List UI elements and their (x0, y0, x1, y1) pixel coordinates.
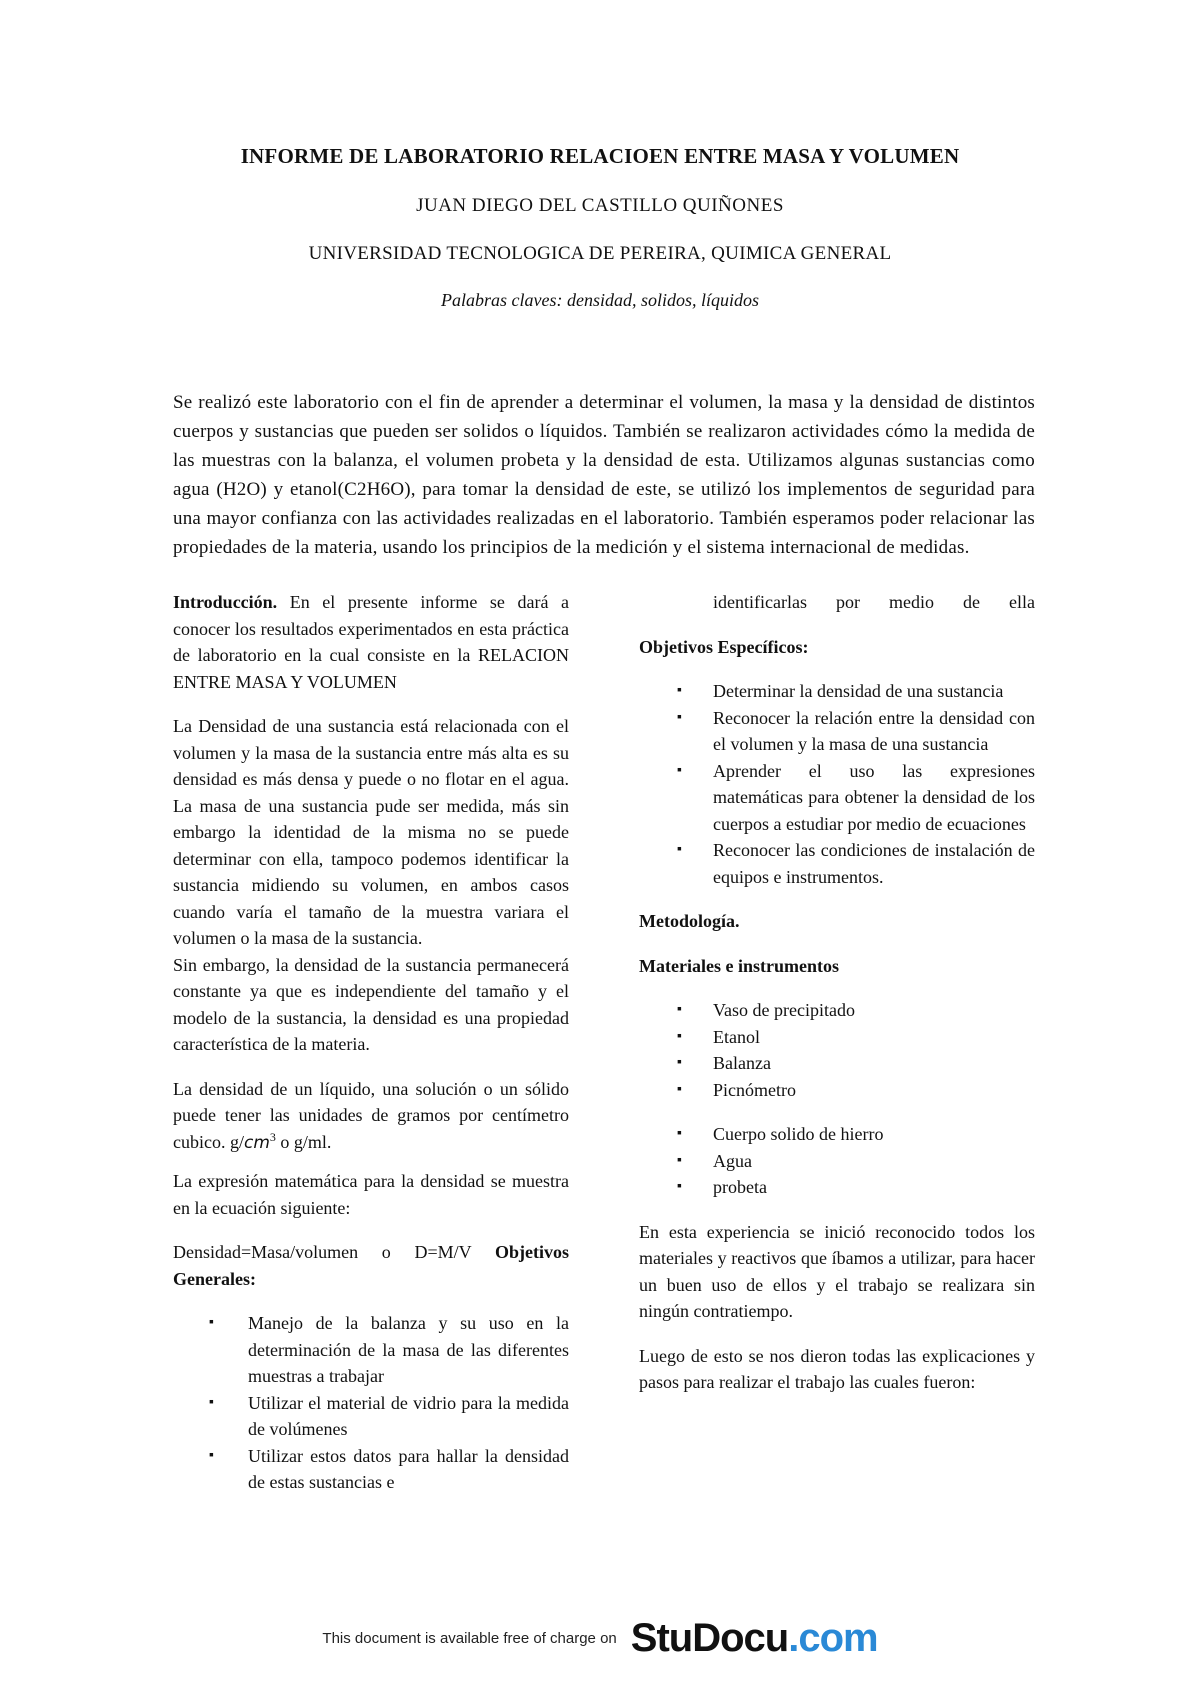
bullet-icon: ▪ (677, 1028, 682, 1044)
keywords: Palabras claves: densidad, solidos, líquidos (441, 290, 759, 310)
introduction (173, 589, 569, 695)
continuation-line (639, 589, 1035, 616)
footer-availability-text: This document is available free of charge on (322, 1629, 617, 1647)
bullet-icon: ▪ (677, 842, 682, 857)
materials-heading: Materiales e instrumentos (639, 955, 839, 976)
list-item-text: Aprender el uso las expresiones matemáticas para obtener la densidad de los cuerpos a estudiar por medio de ecuaciones (713, 760, 1035, 834)
list-item (639, 705, 1035, 758)
general-objectives-heading: Objetivos Generales: (173, 1242, 569, 1289)
list-item (639, 1050, 1035, 1077)
list-item (639, 1174, 1035, 1201)
methodology-paragraph-2: Luego de esto se nos dieron todas las explicaciones y pasos para realizar el trabajo las cuales fueron: (639, 1345, 1035, 1392)
list-item-text: Utilizar el material de vidrio para la medida de volúmenes (248, 1392, 569, 1439)
list-item (639, 997, 1035, 1024)
bullet-icon: ▪ (677, 1081, 682, 1097)
density-formula: Densidad=Masa/volumen o D=M/V (173, 1242, 472, 1262)
university-name: UNIVERSIDAD TECNOLOGICA DE PEREIRA, QUIMICA GENERAL (308, 243, 892, 264)
bullet-icon: ▪ (209, 1315, 214, 1330)
studocu-footer (0, 1608, 1200, 1668)
unit-exponent: 3 (269, 1129, 276, 1144)
list-item (639, 1077, 1035, 1104)
bullet-icon: ▪ (677, 1152, 682, 1168)
page-title: INFORME DE LABORATORIO RELACIOEN ENTRE MASA Y VOLUMEN (240, 144, 960, 168)
bullet-icon: ▪ (677, 762, 682, 778)
author-name: JUAN DIEGO DEL CASTILLO QUIÑONES (416, 195, 784, 216)
bullet-icon: ▪ (677, 1179, 682, 1194)
intro-heading: Introducción. (173, 592, 278, 612)
bullet-icon: ▪ (677, 683, 682, 698)
list-item (173, 1390, 569, 1443)
list-item-text: Reconocer la relación entre la densidad con el volumen y la masa de una sustancia (713, 707, 1035, 754)
units-text: La densidad de un líquido, una solución o un sólido puede tener las unidades de gramos por centímetro cubico. g/ (173, 1078, 569, 1152)
list-item (173, 1443, 569, 1496)
specific-objectives-heading: Objetivos Específicos: (639, 636, 809, 657)
specific-objectives-list (639, 678, 1035, 890)
list-item-text: Utilizar estos datos para hallar la densidad de estas sustancias e (248, 1445, 569, 1492)
unit-cm: cm (243, 1132, 270, 1153)
bullet-icon: ▪ (209, 1447, 214, 1463)
list-item-text: Agua (713, 1150, 752, 1171)
density-paragraph-1: La Densidad de una sustancia está relacionada con el volumen y la masa de la sustancia entre más alta es su densidad es más densa y puede o no flotar en el agua. La masa de una sustancia pude ser medida, más sin embargo la identidad de la misma no se puede determinar con ella, tampoco podemos identificar la sustancia midiendo su volumen, en ambos casos cuando varía el tamaño de la muestra variara el volumen o la masa de la sustancia. (173, 716, 569, 948)
density-paragraph-2: Sin embargo, la densidad de la sustancia permanecerá constante ya que es independiente del tamaño y el modelo de la sustancia, la densidad es una propiedad característica de la materia. (173, 954, 569, 1054)
general-objectives-list (173, 1310, 569, 1496)
methodology-paragraph-1: En esta experiencia se inició reconocido todos los materiales y reactivos que íbamos a utilizar, para hacer un buen uso de ellos y el trabajo se realizara sin ningún contratiempo. (639, 1221, 1035, 1321)
expression-paragraph: La expresión matemática para la densidad se muestra en la ecuación siguiente: (173, 1171, 569, 1218)
list-item-text: Vaso de precipitado (713, 1000, 855, 1020)
brand-domain: .com (788, 1615, 878, 1660)
right-column (639, 589, 1035, 1396)
list-item (639, 1121, 1035, 1148)
list-item (173, 1310, 569, 1390)
continuation-text: identificarlas por medio de ella (713, 592, 1035, 612)
list-item-text: Cuerpo solido de hierro (713, 1124, 884, 1144)
left-column (173, 589, 569, 1496)
formula-line (173, 1239, 569, 1292)
bullet-icon: ▪ (209, 1394, 214, 1410)
list-item (639, 1148, 1035, 1175)
bullet-icon: ▪ (677, 709, 682, 725)
list-item (639, 758, 1035, 838)
list-item-text: Etanol (713, 1026, 760, 1047)
bullet-icon: ▪ (677, 1002, 682, 1017)
list-item (639, 1024, 1035, 1051)
list-item-text: Reconocer las condiciones de instalación de equipos e instrumentos. (713, 840, 1035, 887)
list-item (639, 589, 1035, 616)
abstract: Se realizó este laboratorio con el fin de aprender a determinar el volumen, la masa y la densidad de distintos cuerpos y sustancias que pueden ser solidos o líquidos. También se realizaron actividades cómo la medida de las muestras con la balanza, el volumen probeta y la densidad de esta. Utilizamos algunas sustancias como agua (H2O) y etanol(C2H6O), para tomar la densidad de este, se utilizó los implementos de seguridad para una mayor confianza con las actividades realizadas en el laboratorio. También esperamos poder relacionar las propiedades de la materia, usando los principios de la medición y el sistema internacional de medidas. (173, 392, 1035, 558)
list-item-text: Manejo de la balanza y su uso en la determinación de la masa de las diferentes muestras a trabajar (248, 1313, 569, 1386)
studocu-logo[interactable] (631, 1616, 878, 1661)
list-item-text: Balanza (713, 1053, 771, 1073)
units-text-end: o g/ml. (275, 1131, 332, 1152)
materials-list-b (639, 1121, 1035, 1201)
materials-list-a (639, 997, 1035, 1103)
bullet-icon: ▪ (677, 1126, 682, 1141)
list-item-text: Picnómetro (713, 1079, 796, 1100)
density-units-paragraph (173, 1076, 569, 1157)
intro-text: En el presente informe se dará a conocer los resultados experimentados en esta práctica de laboratorio en la cual consiste en la RELACION ENTRE MASA Y VOLUMEN (173, 592, 569, 692)
list-item-text: Determinar la densidad de una sustancia (713, 681, 1004, 701)
list-item-text: probeta (713, 1177, 767, 1197)
list-item (639, 837, 1035, 890)
bullet-icon: ▪ (677, 1055, 682, 1070)
methodology-heading: Metodología. (639, 911, 740, 931)
brand-name: StuDocu (630, 1615, 789, 1660)
list-item (639, 678, 1035, 705)
